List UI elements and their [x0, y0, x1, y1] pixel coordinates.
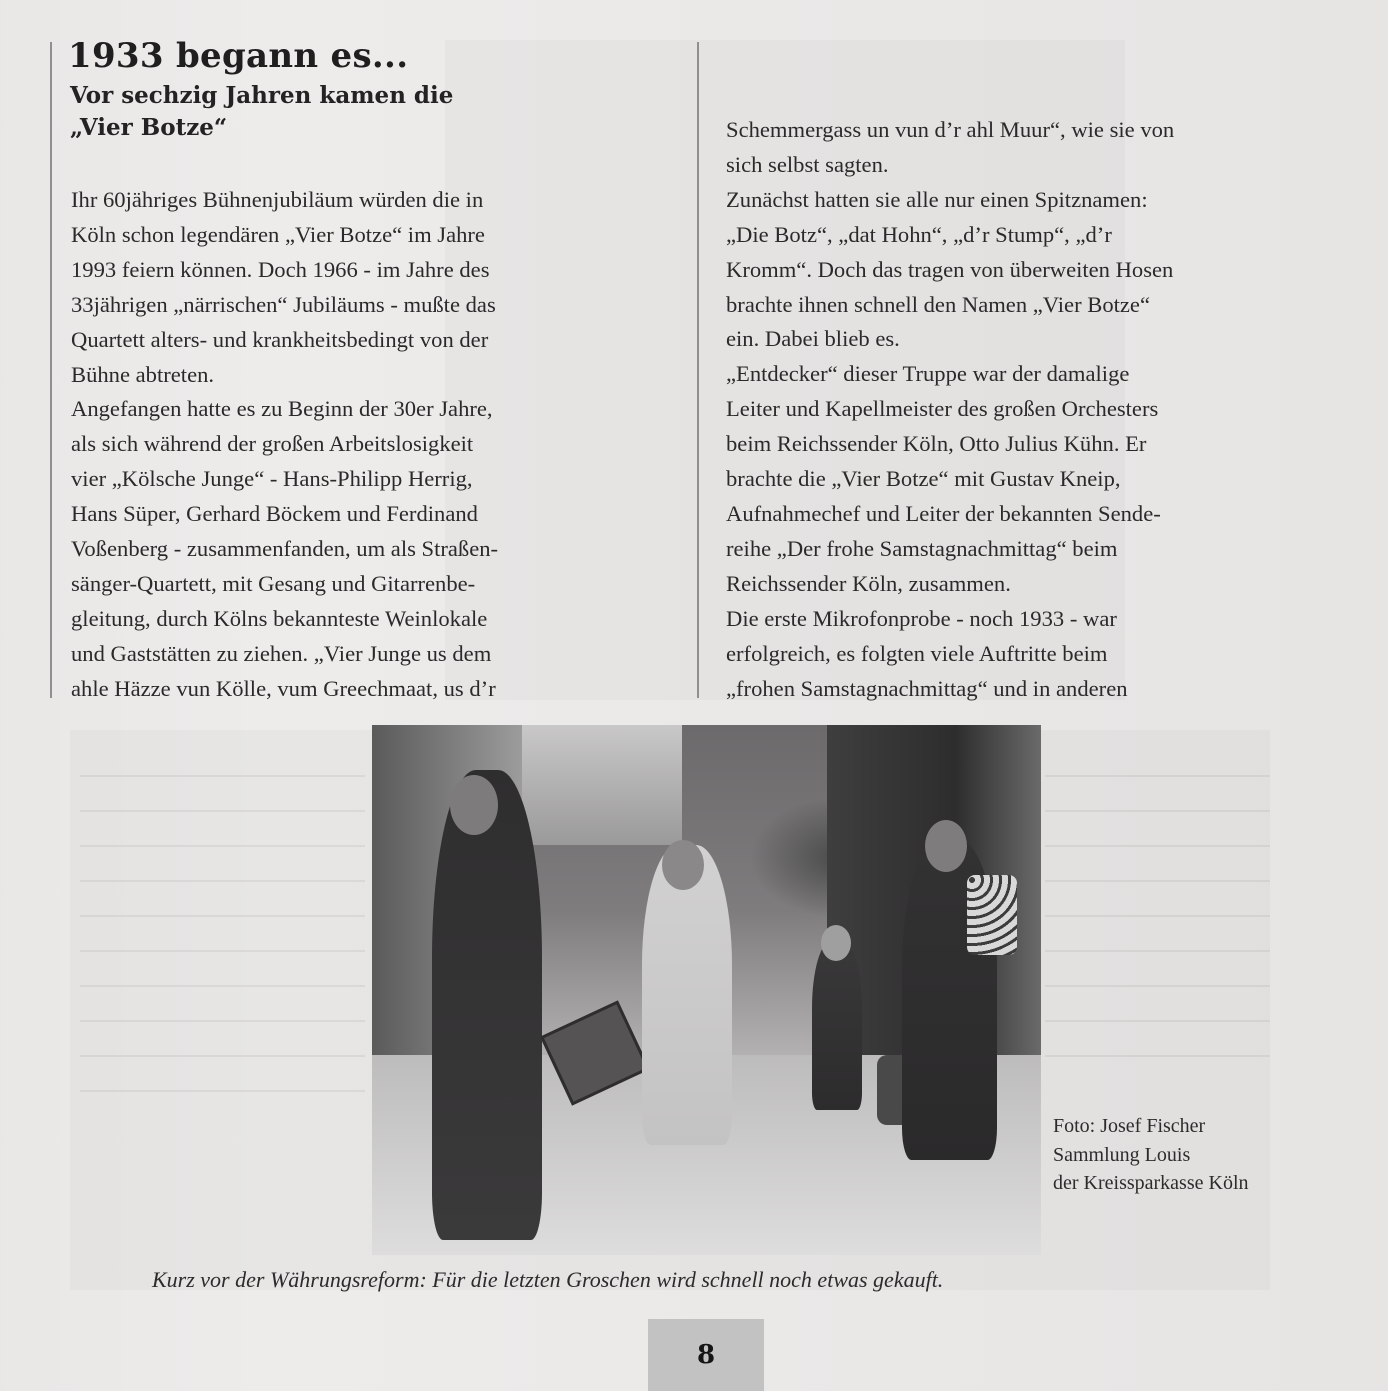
show-through-line	[1045, 880, 1270, 882]
photo-caption: Kurz vor der Währungsreform: Für die letzten Groschen wird schnell noch etwas gekauft.	[152, 1267, 944, 1292]
page-number: 8	[696, 1340, 716, 1370]
show-through-line	[80, 1020, 365, 1022]
text-line: „Entdecker“ dieser Truppe war der damalige	[726, 361, 1130, 387]
show-through-line	[80, 950, 365, 952]
text-line: Bühne abtreten.	[71, 361, 215, 387]
text-line: als sich während der großen Arbeitslosigkeit	[71, 431, 474, 457]
show-through-line	[1045, 810, 1270, 812]
article-subheading	[70, 80, 630, 144]
photo-figure-woman2-head	[925, 820, 967, 872]
text-line: ein. Dabei blieb es.	[726, 326, 900, 352]
text-line: Angefangen hatte es zu Beginn der 30er Jahre,	[71, 396, 493, 422]
photo-figure-woman-head	[662, 840, 704, 890]
text-line: 1993 feiern können. Doch 1966 - im Jahre des	[71, 256, 490, 282]
show-through-line	[80, 775, 365, 777]
photo-figure-woman-light-coat	[642, 845, 732, 1145]
text-line: Ihr 60jähriges Bühnenjubiläum würden die in	[71, 187, 484, 212]
photo-credit	[1053, 1112, 1249, 1198]
text-line: und Gaststätten zu ziehen. „Vier Junge us dem	[71, 640, 492, 666]
text-line: Leiter und Kapellmeister des großen Orchesters	[726, 396, 1159, 422]
show-through-line	[80, 1055, 365, 1057]
subheading-line-1: Vor sechzig Jahren kamen die	[70, 82, 454, 109]
text-line: reihe „Der frohe Samstagnachmittag“ beim	[726, 535, 1118, 561]
credit-line: der Kreissparkasse Köln	[1053, 1172, 1249, 1194]
show-through-line	[1045, 1055, 1270, 1057]
text-line: vier „Kölsche Junge“ - Hans-Philipp Herrig,	[71, 466, 473, 492]
show-through-line	[80, 1090, 365, 1092]
show-through-line	[1045, 845, 1270, 847]
left-text-column	[71, 183, 498, 707]
photo-basket	[967, 875, 1017, 955]
text-line: Kromm“. Doch das tragen von überweiten Hosen	[726, 256, 1174, 282]
text-line: Zunächst hatten sie alle nur einen Spitznamen:	[726, 186, 1148, 212]
show-through-line	[1045, 1020, 1270, 1022]
text-line: „Die Botz“, „dat Hohn“, „d’r Stump“, „d’r	[726, 221, 1112, 247]
text-line: Voßenberg - zusammenfanden, um als Straßen-	[71, 536, 499, 562]
text-line: Schemmergass un vun d’r ahl Muur“, wie sie von	[726, 117, 1175, 142]
text-line: brachte die „Vier Botze“ mit Gustav Kneip,	[726, 466, 1121, 492]
text-line: Aufnahmechef und Leiter der bekannten Sende-	[726, 500, 1161, 526]
left-column-rule	[50, 42, 52, 698]
text-line: brachte ihnen schnell den Namen „Vier Botze“	[726, 291, 1150, 317]
article-heading: 1933 begann es...	[68, 36, 409, 76]
text-line: Quartett alters- und krankheitsbedingt von der	[71, 326, 489, 352]
text-line: Hans Süper, Gerhard Böckem und Ferdinand	[71, 501, 478, 527]
credit-line: Foto: Josef Fischer	[1053, 1115, 1206, 1137]
text-line: Reichssender Köln, zusammen.	[726, 570, 1011, 596]
photo-figure-child-head	[821, 925, 851, 961]
show-through-line	[1045, 775, 1270, 777]
show-through-line	[1045, 985, 1270, 987]
show-through-line	[80, 845, 365, 847]
text-line: „frohen Samstagnachmittag“ und in anderen	[726, 675, 1128, 701]
show-through-line	[80, 810, 365, 812]
text-line: Köln schon legendären „Vier Botze“ im Jahre	[71, 221, 485, 247]
text-line: sänger-Quartett, mit Gesang und Gitarrenbe-	[71, 570, 476, 596]
show-through-line	[80, 985, 365, 987]
center-column-rule	[697, 42, 699, 698]
right-text-column	[726, 113, 1174, 706]
show-through-line	[80, 915, 365, 917]
show-through-line	[1045, 915, 1270, 917]
subheading-line-2: „Vier Botze“	[70, 114, 228, 141]
photo-sky	[522, 725, 682, 845]
photo-figure-man	[432, 770, 542, 1240]
page-number-box	[648, 1319, 764, 1391]
credit-line: Sammlung Louis	[1053, 1143, 1191, 1166]
photo-figure-man-head	[450, 775, 498, 835]
text-line: sich selbst sagten.	[726, 151, 889, 177]
text-line: 33jährigen „närrischen“ Jubiläums - mußte das	[71, 291, 496, 317]
text-line: ahle Häzze vun Kölle, vum Greechmaat, us d’r	[71, 675, 496, 701]
street-photograph	[372, 725, 1041, 1255]
text-line: gleitung, durch Kölns bekannteste Weinlokale	[71, 605, 488, 631]
show-through-line	[1045, 950, 1270, 952]
text-line: Die erste Mikrofonprobe - noch 1933 - war	[726, 605, 1117, 631]
text-line: erfolgreich, es folgten viele Auftritte beim	[726, 640, 1108, 666]
show-through-line	[80, 880, 365, 882]
text-line: beim Reichssender Köln, Otto Julius Kühn. Er	[726, 431, 1147, 457]
photo-figure-child	[812, 940, 862, 1110]
